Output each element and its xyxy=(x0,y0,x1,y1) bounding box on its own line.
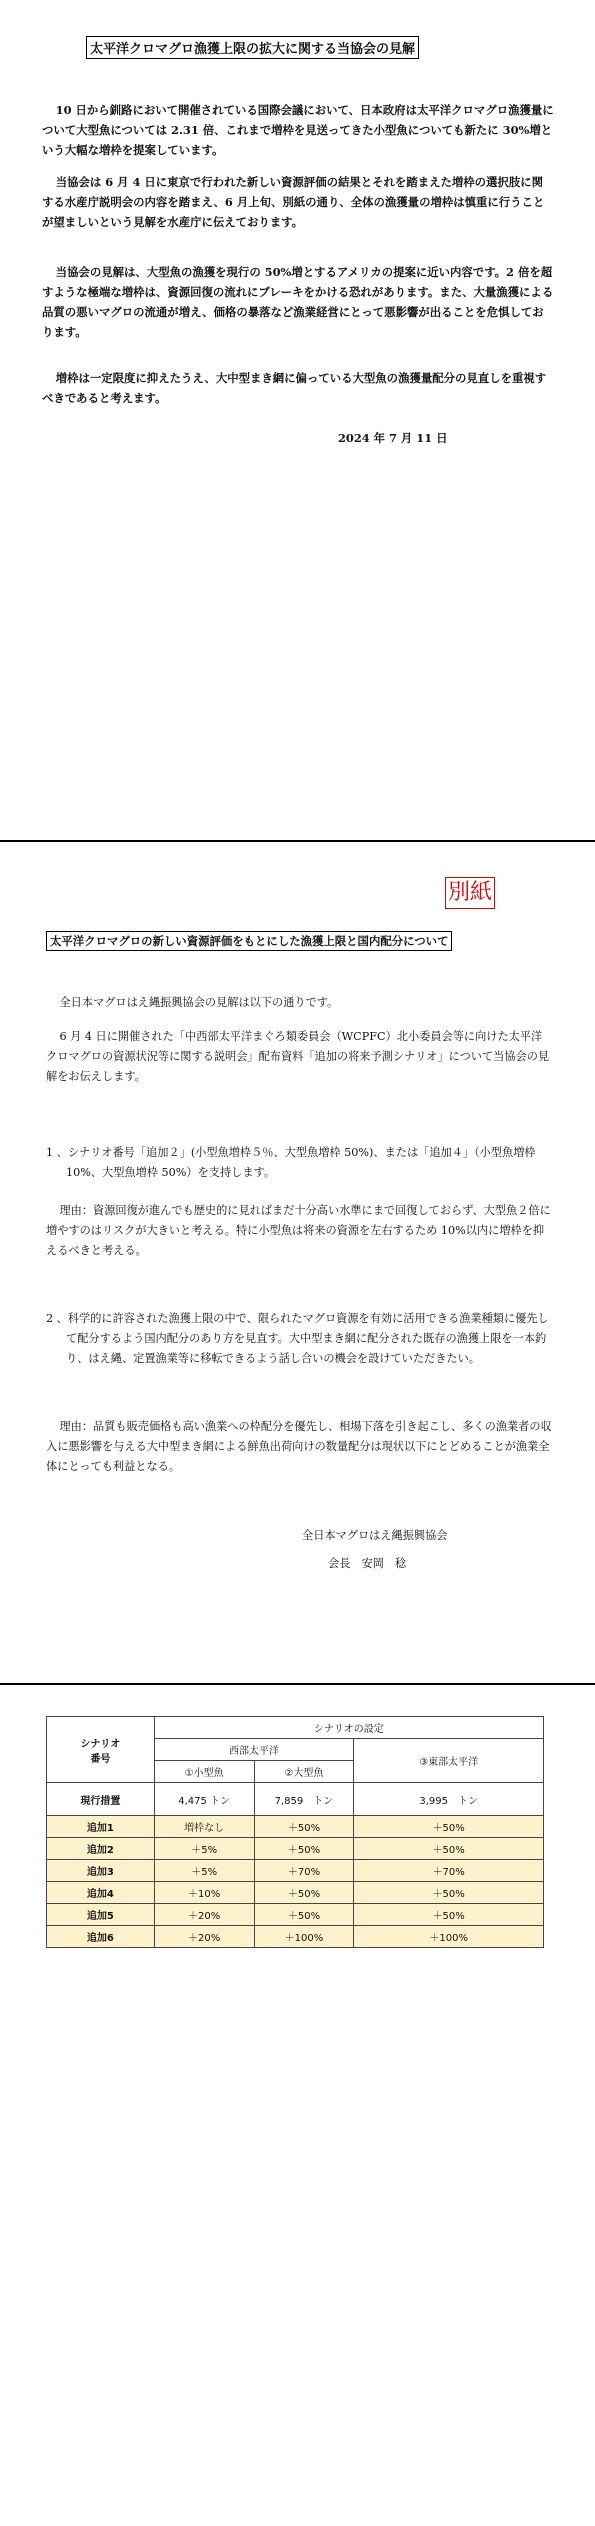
page1-paragraph-2: 当協会は 6 月 4 日に東京で行われた新しい資源評価の結果とそれを踏まえた増枠の選択肢に関する水産庁説明会の内容を踏まえ、6 月上旬、別紙の通り、全体の漁獲量の増枠は慎重に行うことが望ましいという見解を水産庁に伝えております。 xyxy=(42,175,545,229)
page1-title: 太平洋クロマグロ漁獲上限の拡大に関する当協会の見解 xyxy=(86,36,419,59)
table-cell-east: ＋70% xyxy=(354,1860,544,1882)
page-1 xyxy=(0,0,595,840)
scenario-table xyxy=(46,1716,544,1948)
table-row xyxy=(47,1838,544,1860)
table-row xyxy=(47,1904,544,1926)
page2-title: 太平洋クロマグロの新しい資源評価をもとにした漁獲上限と国内配分について xyxy=(46,931,452,951)
table-cell-large: 7,859 トン xyxy=(254,1783,354,1816)
attachment-stamp: 別紙 xyxy=(445,877,495,909)
table-cell-small: ＋10% xyxy=(154,1882,254,1904)
table-cell-name: 現行措置 xyxy=(47,1783,155,1816)
page2-reason-2: 理由：品質も販売価格も高い漁業への枠配分を優先し、相場下落を引き起こし、多くの漁業者の収入に悪影響を与える大中型まき網による鮮魚出荷向けの数量配分は現状以下にとどめることが漁業全体にとっても利益となる。 xyxy=(46,1420,552,1473)
page1-paragraph-4: 増枠は一定限度に抑えたうえ、大中型まき網に偏っている大型魚の漁獲量配分の見直しを重視すべきであると考えます。 xyxy=(42,371,547,405)
page1-date: 2024 年 7 月 11 日 xyxy=(338,431,448,445)
table-cell-large: ＋50% xyxy=(254,1838,354,1860)
table-cell-east: ＋50% xyxy=(354,1904,544,1926)
table-cell-small: 増枠なし xyxy=(154,1816,254,1838)
table-cell-east: 3,995 トン xyxy=(354,1783,544,1816)
small-fish-header: ①小型魚 xyxy=(154,1761,254,1783)
table-cell-small: 4,475 トン xyxy=(154,1783,254,1816)
page-divider xyxy=(0,1683,595,1685)
table-cell-name: 追加5 xyxy=(47,1904,155,1926)
table-cell-large: ＋50% xyxy=(254,1882,354,1904)
table-cell-small: ＋5% xyxy=(154,1860,254,1882)
table-cell-name: 追加6 xyxy=(47,1926,155,1948)
page2-intro: 全日本マグロはえ縄振興協会の見解は以下の通りです。 xyxy=(59,996,339,1009)
table-cell-small: ＋20% xyxy=(154,1904,254,1926)
table-row xyxy=(47,1860,544,1882)
page2-item-1: 1 、シナリオ番号「追加２」(小型魚増枠５％、大型魚増枠 50%)、または「追加４」（小型魚増枠 10%、大型魚増枠 50%）を支持します。 xyxy=(46,1146,536,1179)
east-pacific-header: ③東部太平洋 xyxy=(354,1739,544,1783)
page1-paragraph-1: 10 日から釧路において開催されている国際会議において、日本政府は太平洋クロマグロ漁獲量について大型魚については 2.31 倍、これまで増枠を見送ってきた小型魚についても新たに 30%増という大幅な増枠を提案しています。 xyxy=(42,103,554,157)
page2-paragraph-2: 6 月 4 日に開催された「中西部太平洋まぐろ類委員会（WCPFC）北小委員会等に向けた太平洋クロマグロの資源状況等に関する説明会」配布資料「追加の将来予測シナリオ」について当協会の見解をお伝えします。 xyxy=(46,1030,550,1083)
table-row xyxy=(47,1882,544,1904)
table-cell-east: ＋50% xyxy=(354,1838,544,1860)
table-cell-small: ＋20% xyxy=(154,1926,254,1948)
page-2 xyxy=(0,843,595,1681)
table-row xyxy=(47,1926,544,1948)
table-cell-name: 追加4 xyxy=(47,1882,155,1904)
table-row xyxy=(47,1816,544,1838)
table-cell-east: ＋50% xyxy=(354,1816,544,1838)
page2-reason-1: 理由：資源回復が進んでも歴史的に見ればまだ十分高い水準にまで回復しておらず、大型魚２倍に増やすのはリスクが大きいと考える。特に小型魚は将来の資源を左右するため 10%以内に増枠を抑えるべきと考える。 xyxy=(46,1204,551,1257)
signer-name: 会長 安岡 稔 xyxy=(328,1557,407,1570)
scenario-number-header: シナリオ 番号 xyxy=(47,1717,155,1783)
signer-organization: 全日本マグロはえ縄振興協会 xyxy=(302,1529,448,1542)
west-pacific-header: 西部太平洋 xyxy=(154,1739,354,1761)
page1-paragraph-3: 当協会の見解は、大型魚の漁獲を現行の 50%増とするアメリカの提案に近い内容です。2 倍を超すような極端な増枠は、資源回復の流れにブレーキをかける恐れがあります。また、大量漁獲による品質の悪いマグロの流通が増え、価格の暴落など漁業経営にとって悪影響が出ることを危惧しております。 xyxy=(42,265,554,339)
page-3 xyxy=(0,1686,595,2526)
table-cell-large: ＋70% xyxy=(254,1860,354,1882)
table-cell-name: 追加3 xyxy=(47,1860,155,1882)
page-divider xyxy=(0,840,595,842)
table-cell-large: ＋50% xyxy=(254,1816,354,1838)
scenario-settings-header: シナリオの設定 xyxy=(154,1717,543,1739)
page2-item-2: 2 、科学的に許容された漁獲上限の中で、限られたマグロ資源を有効に活用できる漁業種類に優先して配分するよう国内配分のあり方を見直す。大中型まき網に配分された既存の漁獲上限を一本釣り、はえ縄、定置漁業等に移転できるよう話し合いの機会を設けていただきたい。 xyxy=(46,1312,549,1365)
table-cell-name: 追加1 xyxy=(47,1816,155,1838)
table-cell-east: ＋100% xyxy=(354,1926,544,1948)
table-row xyxy=(47,1783,544,1816)
table-cell-east: ＋50% xyxy=(354,1882,544,1904)
table-cell-large: ＋100% xyxy=(254,1926,354,1948)
table-cell-large: ＋50% xyxy=(254,1904,354,1926)
table-cell-small: ＋5% xyxy=(154,1838,254,1860)
table-cell-name: 追加2 xyxy=(47,1838,155,1860)
large-fish-header: ②大型魚 xyxy=(254,1761,354,1783)
